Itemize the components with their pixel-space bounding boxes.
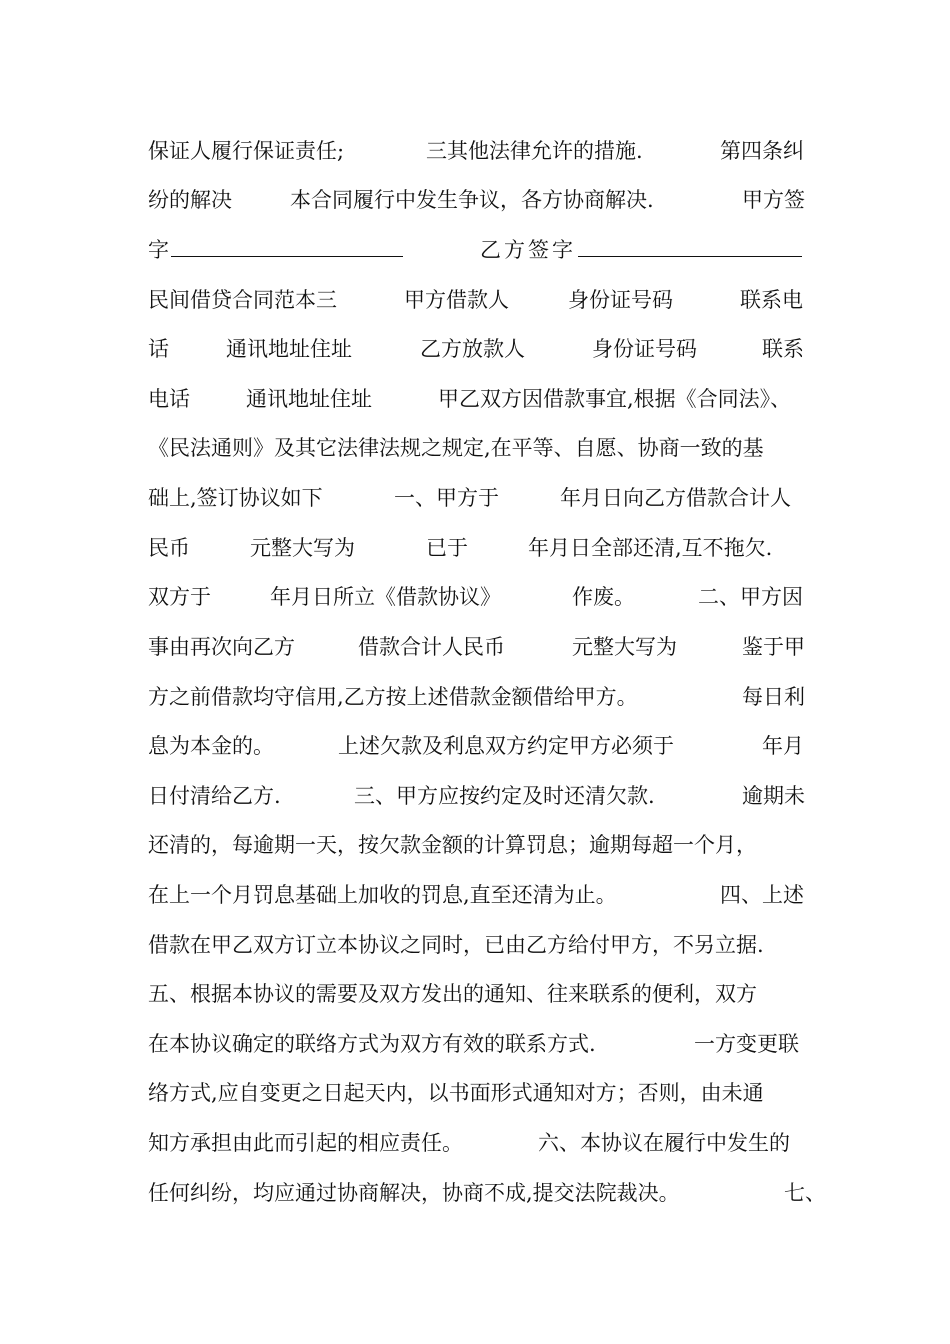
text-line [148,430,808,466]
text-segment: 身份证号码 [568,288,673,312]
text-line [148,1125,808,1161]
text-line [148,182,808,218]
party-b-signature [480,232,802,268]
text-segment: 鉴于甲 [742,635,805,659]
text-segment: 双方于 [148,585,211,609]
text-segment: 通讯地址住址 [246,387,372,411]
text-segment: 作废。 [572,585,635,609]
text-segment: 年月 [762,734,804,758]
text-segment: 元整大写为 [250,536,355,560]
text-segment: 身份证号码 [592,337,697,361]
text-line [148,827,808,863]
text-line [148,877,808,913]
text-segment: 七、 [784,1181,826,1205]
text-segment: 三、甲方应按约定及时还清欠款. [354,784,655,808]
text-segment: 础上,签订协议如下 [148,486,323,510]
party-b-signature-label: 乙方签字 [480,238,576,262]
text-segment: 还清的，每逾期一天，按欠款金额的计算罚息；逾期每超一个月， [148,833,757,857]
text-segment: 民间借贷合同范本三 [148,288,337,312]
text-line [148,1026,808,1062]
text-segment: 在本协议确定的联络方式为双方有效的联系方式. [148,1032,596,1056]
text-line [148,579,808,615]
text-segment: 借款在甲乙双方订立本协议之同时，已由乙方给付甲方，不另立据. [148,933,764,957]
text-segment: 逾期未 [742,784,805,808]
text-line [148,778,808,814]
text-segment: 五、根据本协议的需要及双方发出的通知、往来联系的便利，双方 [148,982,757,1006]
party-a-signature-blank[interactable] [171,234,403,257]
text-segment: 保证人履行保证责任; [148,139,345,163]
text-segment: 每日利 [742,685,805,709]
text-segment: 二、甲方因 [698,585,803,609]
text-line [148,728,808,764]
text-line [148,133,808,169]
text-segment: 联系电 [740,288,803,312]
text-segment: 在上一个月罚息基础上加收的罚息,直至还清为止。 [148,883,617,907]
party-a-signature [148,232,403,268]
text-line [148,331,808,367]
text-segment: 话 [148,337,169,361]
text-segment: 本合同履行中发生争议，各方协商解决. [290,188,654,212]
text-segment: 已于 [426,536,468,560]
text-line [148,1075,808,1111]
text-segment: 一、甲方于 [394,486,499,510]
text-segment: 纷的解决 [148,188,232,212]
text-line [148,976,808,1012]
text-segment: 甲乙双方因借款事宜,根据《合同法》、 [438,387,792,411]
party-a-signature-label: 字 [148,238,169,262]
text-segment: 乙方放款人 [420,337,525,361]
text-segment: 借款合计人民币 [358,635,505,659]
text-segment: 四、上述 [720,883,804,907]
text-segment: 知方承担由此而引起的相应责任。 [148,1131,463,1155]
text-segment: 年月日全部还清,互不拖欠. [528,536,773,560]
text-segment: 第四条纠 [720,139,804,163]
signature-line [148,232,808,268]
text-segment: 一方变更联 [694,1032,799,1056]
text-segment: 电话 [148,387,190,411]
text-line [148,1175,826,1211]
party-b-signature-blank[interactable] [578,234,802,257]
text-segment: 甲方借款人 [404,288,509,312]
text-line [148,480,808,516]
text-segment: 方之前借款均守信用,乙方按上述借款金额借给甲方。 [148,685,638,709]
text-line [148,679,808,715]
text-line [148,282,808,318]
text-segment: 三其他法律允许的措施. [426,139,643,163]
text-line [148,629,808,665]
text-segment: 六、本协议在履行中发生的 [538,1131,790,1155]
text-segment: 民币 [148,536,190,560]
text-segment: 络方式,应自变更之日起天内，以书面形式通知对方；否则，由未通 [148,1081,764,1105]
text-segment: 事由再次向乙方 [148,635,295,659]
text-segment: 上述欠款及利息双方约定甲方必须于 [338,734,674,758]
text-segment: 《民法通则》及其它法律法规之规定,在平等、自愿、协商一致的基 [148,436,764,460]
text-segment: 年月日向乙方借款合计人 [560,486,791,510]
text-segment: 息为本金的。 [148,734,274,758]
text-segment: 日付清给乙方. [148,784,281,808]
text-segment: 联系 [762,337,804,361]
text-segment: 甲方签 [742,188,805,212]
text-line [148,381,808,417]
text-segment: 通讯地址住址 [226,337,352,361]
text-segment: 年月日所立《借款协议》 [270,585,501,609]
text-line [148,530,808,566]
text-segment: 元整大写为 [572,635,677,659]
text-line [148,927,808,963]
text-segment: 任何纠纷，均应通过协商解决，协商不成,提交法院裁决。 [148,1181,680,1205]
